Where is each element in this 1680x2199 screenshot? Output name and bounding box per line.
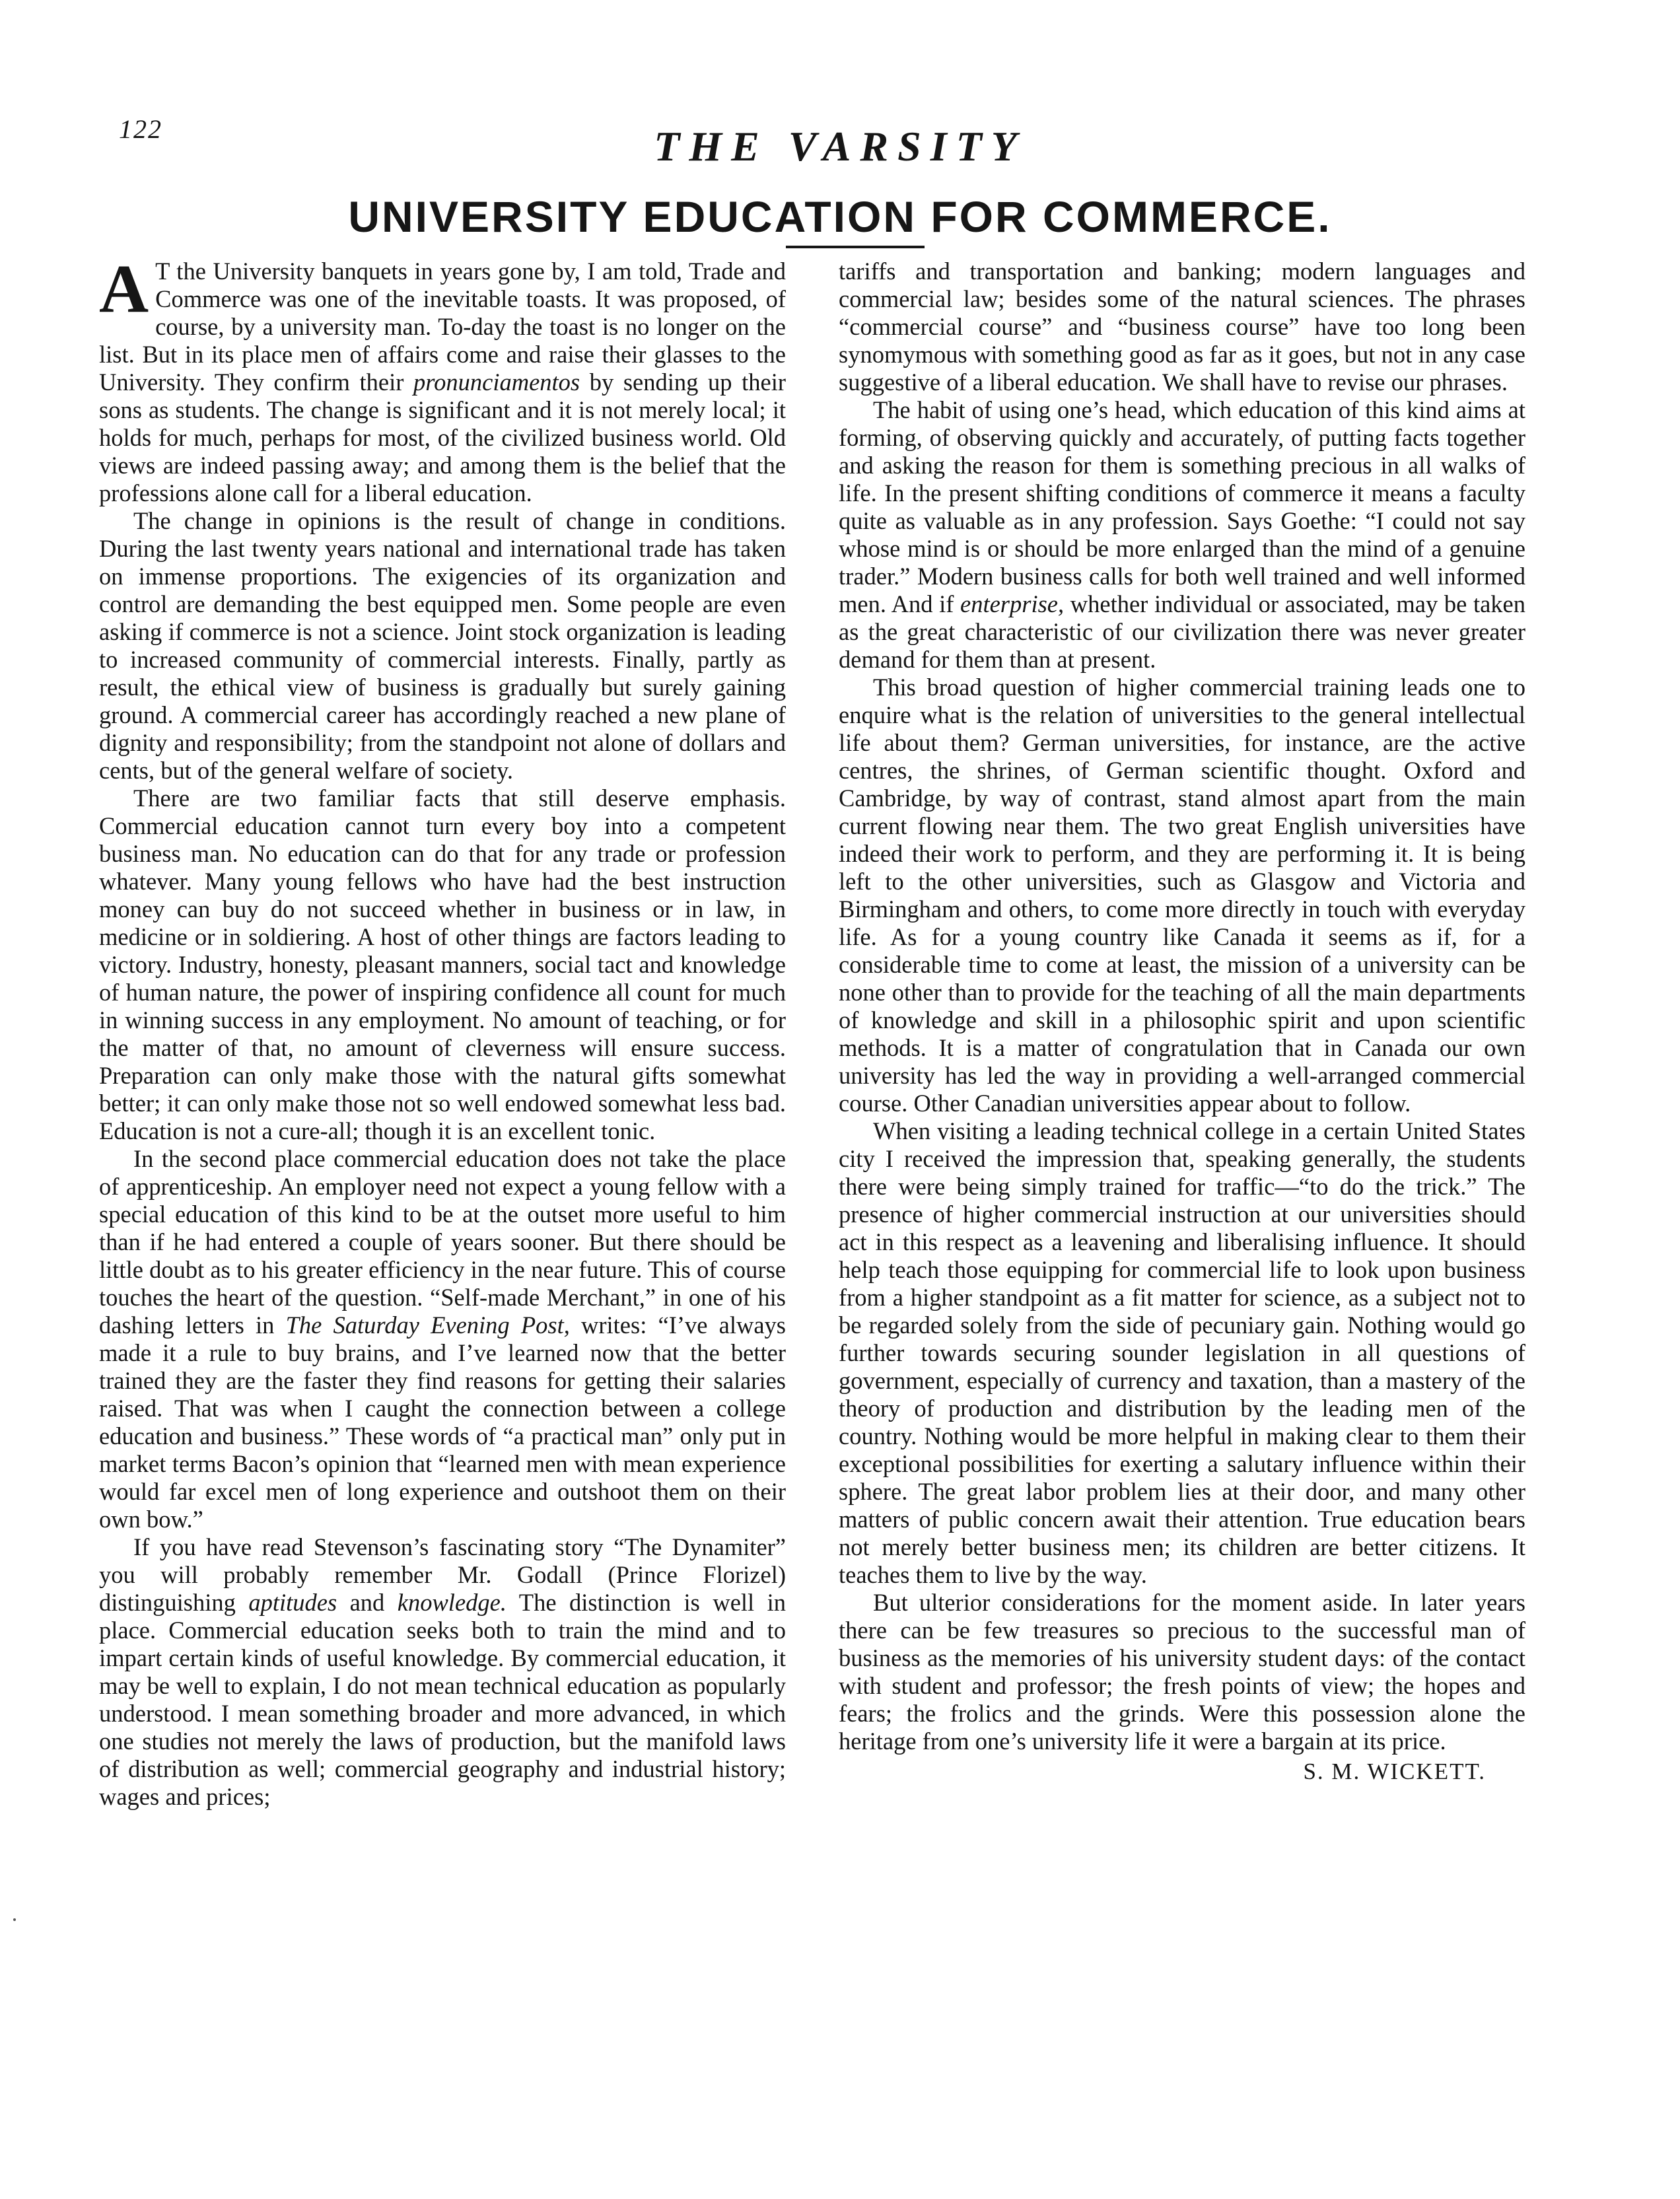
italic-term: knowledge. <box>397 1589 507 1616</box>
paragraph-text: In the second place commercial education does not take the place of apprenticeship. An employer need not expect a young fellow with a special education of this kind to be at the outset more useful to him than if he had entered a couple of years sooner. But there should be little doubt as to his greater efficiency in the near future. This of course touches the heart of the question. “Self-made Merchant,” in one of his dashing letters in <box>99 1145 786 1339</box>
paragraph <box>99 1145 786 1533</box>
italic-title: The Saturday Evening Post, <box>285 1311 570 1339</box>
page-number: 122 <box>119 114 162 144</box>
paragraph-text: The distinction is well in place. Commercial education seeks both to train the mind and to impart certain kinds of useful knowledge. By commercial education, it may be well to explain, I do not mean technical education as popularly understood. I mean something broader and more advanced, in which one studies not merely the laws of production, but the manifold laws of distribution as well; commercial geography and industrial history; wages and prices; <box>99 1589 787 1810</box>
paragraph: The change in opinions is the result of change in conditions. During the last twenty years national and international trade has taken on immense proportions. The exigencies of its organization and control are demanding the best equipped men. Some people are even asking if commerce is not a science. Joint stock organization is leading to increased community of commercial interests. Finally, partly as result, the ethical view of business is gradually but surely gaining ground. A commercial career has accordingly reached a new plane of dignity and responsibility; from the standpoint not alone of dollars and cents, but of the general welfare of society. <box>99 507 786 784</box>
title-underline <box>786 246 925 248</box>
paragraph-text: T the University banquets in years gone by, I am told, Trade and Commerce was one of the inevitable toasts. It was proposed, of course, by a university man. To-day the toast is no longer on the list. But in its place men of affairs come and raise their glasses to the University. They confirm their <box>99 258 786 396</box>
paragraph: tariffs and transportation and banking; modern languages and commercial law; besides some of the natural sciences. The phrases “commercial course” and “business course” have too long been synomymous with something good as far as it goes, but not in any case suggestive of a liberal education. We shall have to revise our phrases. <box>839 258 1525 396</box>
margin-speck <box>13 1918 16 1921</box>
paragraph-text: writes: “I’ve always made it a rule to buy brains, and I’ve learned now that the better trained they are the faster they find reasons for getting their salaries raised. That was when I caught the connection between a college education and business.” These words of “a practical man” only put in market terms Bacon’s opinion that “learned men with mean experience would far excel men of long experience and outshoot them on their own bow.” <box>99 1311 786 1533</box>
paragraph <box>839 396 1525 674</box>
right-column <box>839 258 1525 1786</box>
masthead: THE VARSITY <box>654 123 1026 170</box>
paragraph: When visiting a leading technical college in a certain United States city I received the impression that, speaking generally, the students there were being simply trained for traffic—“to do the trick.” The presence of higher commercial instruction at our universities should act in this respect as a leavening and liberalising influence. It should help teach those equipping for commercial life to look upon business from a higher standpoint as a fit matter for science, as a subject not to be regarded solely from the side of pecuniary gain. Nothing would go further towards securing sounder legislation in all questions of government, especially of currency and taxation, than a mastery of the theory of production and distribution by the leading men of the country. Nothing would be more helpful in making clear to them their exceptional possibilities for exerting a salutary influence within their sphere. The great labor problem lies at their door, and many other matters of public concern await their attention. True education bears not merely better business men; its children are better citizens. It teaches them to live by the way. <box>839 1117 1525 1588</box>
paragraph <box>99 1533 786 1811</box>
italic-term: aptitudes <box>248 1589 337 1616</box>
paragraph: There are two familiar facts that still deserve emphasis. Commercial education cannot turn every boy into a competent business man. No education can do that for any trade or profession whatever. Many young fellows who have had the best instruction money can buy do not succeed whether in business or in law, in medicine or in soldiering. A host of other things are factors leading to victory. Industry, honesty, pleasant manners, social tact and knowledge of human nature, the power of inspiring confidence all count for much in winning success in any employment. No amount of teaching, or for the matter of that, no amount of cleverness will ensure success. Preparation can only make those with the natural gifts somewhat better; it can only make those not so well endowed somewhat less bad. Education is not a cure-all; though it is an excellent tonic. <box>99 785 786 1144</box>
italic-term: pronunciamentos <box>413 368 580 396</box>
article-title: UNIVERSITY EDUCATION FOR COMMERCE. <box>348 192 1332 241</box>
paragraph-text: If you have read Stevenson’s fascinating story “The Dynamiter” you will probably remember Mr. Godall (Prince Florizel) distinguishing <box>99 1533 786 1616</box>
italic-term: enterprise, <box>960 590 1065 617</box>
paragraph: This broad question of higher commercial training leads one to enquire what is the relation of universities to the general intellectual life about them? German universities, for instance, are the active centres, the shrines, of German scientific thought. Oxford and Cambridge, by way of contrast, stand almost apart from the main current flowing near them. The two great English universities have indeed their work to perform, and they are performing it. It is being left to the other universities, such as Glasgow and Victoria and Birmingham and others, to come more directly in touch with everyday life. As for a young country like Canada it seems as if, for a considerable time to come at least, the mission of a university can be none other than to provide for the teaching of all the main departments of knowledge and skill in a philosophic spirit and upon scientific methods. It is a matter of congratulation that in Canada our own university has led the way in providing a well-arranged commercial course. Other Canadian universities appear about to follow. <box>839 674 1525 1117</box>
paragraph: But ulterior considerations for the moment aside. In later years there can be few treasures so precious to the successful man of business as the memories of his university student days: of the contact with student and professor; the fresh points of view; the hopes and fears; the frolics and the grinds. Were this possession alone the heritage from one’s university life it were a bargain at its price. <box>839 1589 1525 1755</box>
paragraph <box>99 251 786 507</box>
paragraph-text: whether individual or associated, may be taken as the great characteristic of our civilization there was never greater demand for them than at present. <box>839 590 1526 673</box>
left-column <box>99 251 787 1811</box>
paragraph-text: The habit of using one’s head, which education of this kind aims at forming, of observing quickly and accurately, of putting facts together and asking the reason for them is something precious in all walks of life. In the present shifting conditions of commerce it means a faculty quite as valuable as in any profession. Says Goethe: “I could not say whose mind is or should be more enlarged than the mind of a genuine trader.” Modern business calls for both well trained and well informed men. And if <box>839 396 1525 617</box>
author-signature: S. M. WICKETT. <box>1303 1759 1486 1784</box>
paragraph-text: by sending up their sons as students. The change is significant and it is not merely local; it holds for much, perhaps for most, of the civilized business world. Old views are indeed passing away; and among them is the belief that the professions alone call for a liberal education. <box>99 368 786 506</box>
drop-cap: A <box>99 251 149 327</box>
paragraph-text: and <box>349 1589 385 1616</box>
